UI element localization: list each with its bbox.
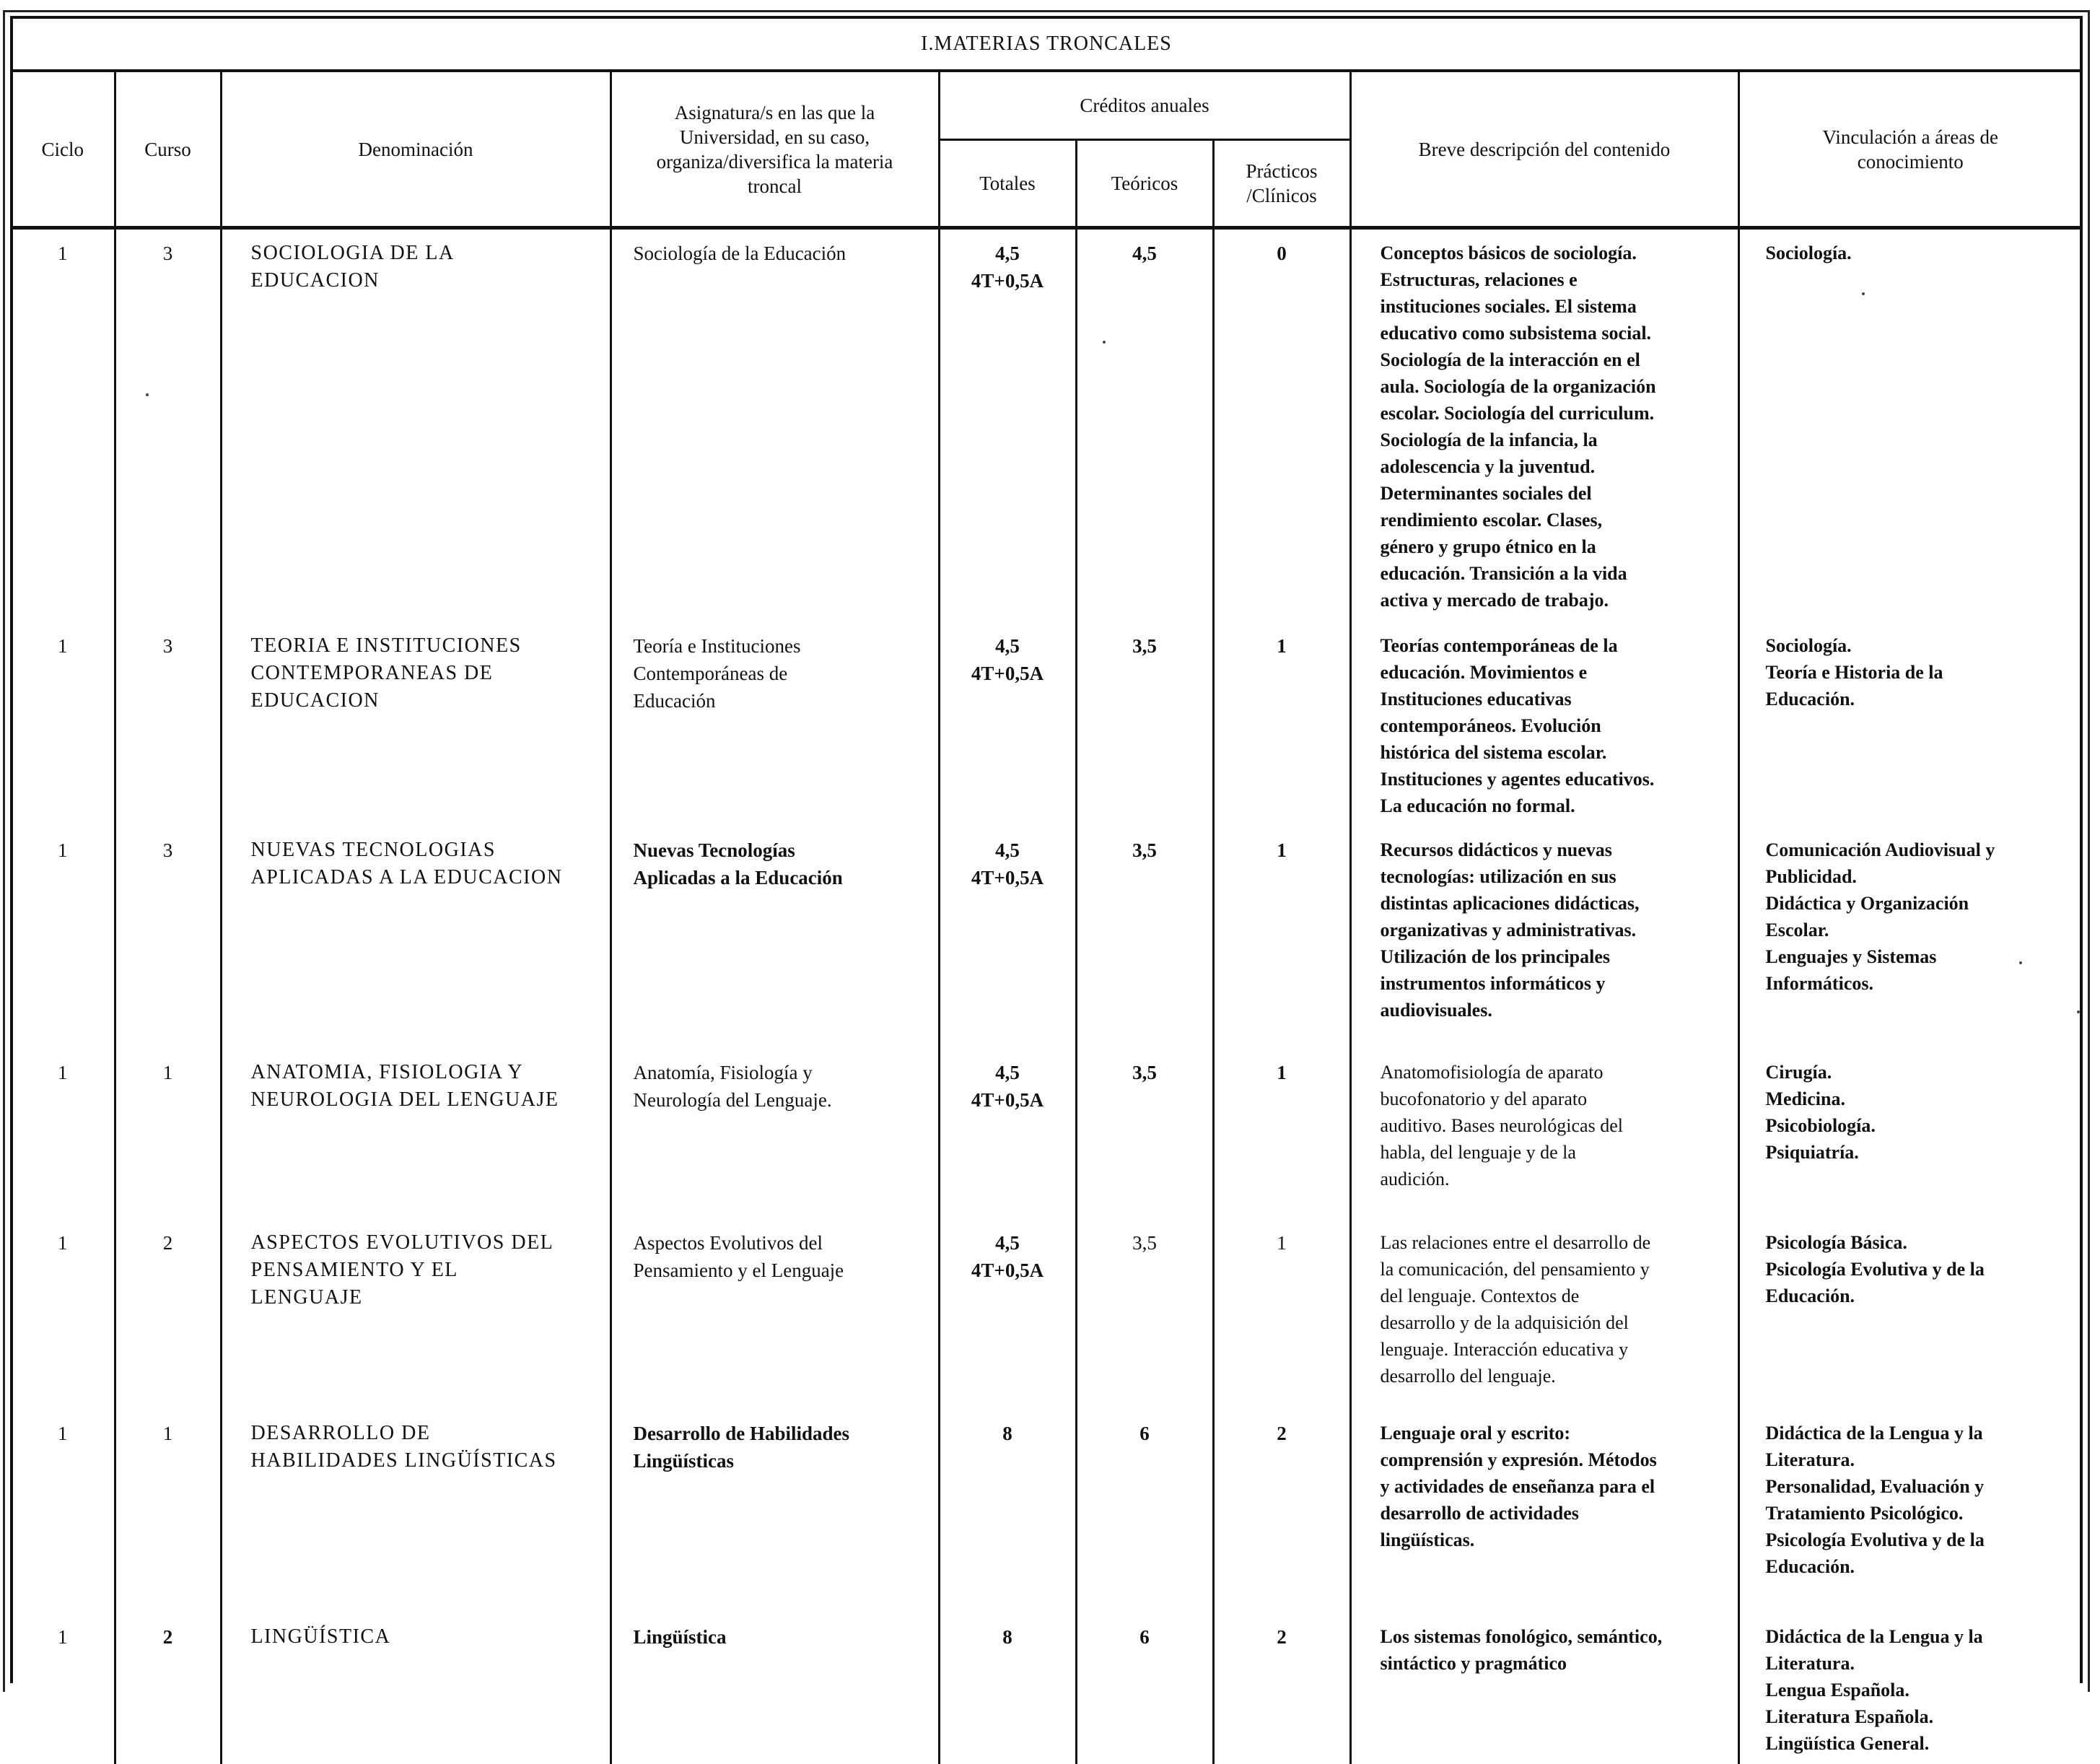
header-ciclo: Ciclo xyxy=(12,71,115,228)
cell-totales: 4,5 4T+0,5A xyxy=(939,622,1076,826)
cell-ciclo: 1 xyxy=(58,1232,68,1254)
cell-vinculacion: Didáctica de la Lengua y la Literatura. Personalidad, Evaluación y Tratamiento Psicológico. Psicología Evolutiva y de la Educación. xyxy=(1738,1410,2081,1613)
scan-speck xyxy=(2019,961,2022,964)
cell-teoricos: 3,5 xyxy=(1076,1049,1213,1219)
header-denominacion: Denominación xyxy=(221,71,611,228)
header-totales: Totales xyxy=(939,140,1076,228)
cell-ciclo: 1 xyxy=(58,839,68,861)
cell-practicos: 2 xyxy=(1213,1410,1350,1613)
table-row xyxy=(12,1049,2081,1219)
cell-asignatura: Sociología de la Educación xyxy=(611,228,939,623)
cell-descripcion: Teorías contemporáneas de la educación. Movimientos e Instituciones educativas contemporáneos. Evolución histórica del sistema escolar. Instituciones y agentes educativos. La educación no formal. xyxy=(1350,622,1738,826)
cell-practicos: 1 xyxy=(1213,1049,1350,1219)
cell-denominacion: NUEVAS TECNOLOGIAS APLICADAS A LA EDUCACION xyxy=(221,826,611,1049)
materias-table xyxy=(12,19,2081,1764)
header-asignatura: Asignatura/s en las que la Universidad, en su caso, organiza/diversifica la materia troncal xyxy=(611,71,939,228)
cell-ciclo: 1 xyxy=(58,1062,68,1083)
cell-asignatura: Aspectos Evolutivos del Pensamiento y el Lenguaje xyxy=(611,1219,939,1410)
table-row xyxy=(12,1410,2081,1613)
cell-curso: 3 xyxy=(115,826,221,1049)
cell-teoricos: 6 xyxy=(1076,1613,1213,1764)
cell-descripcion: Los sistemas fonológico, semántico, sintáctico y pragmático xyxy=(1350,1613,1738,1764)
cell-teoricos: 3,5 xyxy=(1076,1219,1213,1410)
table-row xyxy=(12,826,2081,1049)
cell-teoricos: 6 xyxy=(1076,1410,1213,1613)
header-descripcion: Breve descripción del contenido xyxy=(1350,71,1738,228)
cell-totales: 4,5 4T+0,5A xyxy=(939,1219,1076,1410)
cell-practicos: 1 xyxy=(1213,622,1350,826)
cell-ciclo: 1 xyxy=(58,1423,68,1444)
table-row xyxy=(12,1219,2081,1410)
cell-curso: 2 xyxy=(115,1219,221,1410)
cell-totales: 4,5 4T+0,5A xyxy=(939,228,1076,623)
cell-practicos: 1 xyxy=(1213,1219,1350,1410)
table-row xyxy=(12,228,2081,623)
header-teoricos: Teóricos xyxy=(1076,140,1213,228)
cell-denominacion: TEORIA E INSTITUCIONES CONTEMPORANEAS DE EDUCACION xyxy=(221,622,611,826)
cell-asignatura: Nuevas Tecnologías Aplicadas a la Educación xyxy=(611,826,939,1049)
cell-curso: 1 xyxy=(115,1410,221,1613)
header-curso: Curso xyxy=(115,71,221,228)
cell-practicos: 0 xyxy=(1213,228,1350,623)
cell-practicos: 2 xyxy=(1213,1613,1350,1764)
cell-asignatura: Desarrollo de Habilidades Lingüísticas xyxy=(611,1410,939,1613)
cell-descripcion: Lenguaje oral y escrito: comprensión y expresión. Métodos y actividades de enseñanza para el desarrollo de actividades lingüísticas. xyxy=(1350,1410,1738,1613)
cell-asignatura: Teoría e Instituciones Contemporáneas de Educación xyxy=(611,622,939,826)
cell-teoricos: 3,5 xyxy=(1076,826,1213,1049)
cell-descripcion: Anatomofisiología de aparato bucofonatorio y del aparato auditivo. Bases neurológicas del habla, del lenguaje y de la audición. xyxy=(1350,1049,1738,1219)
cell-curso: 3 xyxy=(115,228,221,623)
cell-ciclo: 1 xyxy=(58,635,68,657)
header-practicos: Prácticos /Clínicos xyxy=(1213,140,1350,228)
cell-denominacion: ANATOMIA, FISIOLOGIA Y NEUROLOGIA DEL LENGUAJE xyxy=(221,1049,611,1219)
cell-curso: 3 xyxy=(115,622,221,826)
cell-totales: 4,5 4T+0,5A xyxy=(939,1049,1076,1219)
cell-vinculacion: Didáctica de la Lengua y la Literatura. Lengua Española. Literatura Española. Lingüística General. xyxy=(1738,1613,2081,1764)
cell-descripcion: Recursos didácticos y nuevas tecnologías: utilización en sus distintas aplicaciones didácticas, organizativas y administrativas. Utilización de los principales instrumentos informáticos y audiovisuales. xyxy=(1350,826,1738,1049)
cell-asignatura: Lingüística xyxy=(611,1613,939,1764)
cell-practicos: 1 xyxy=(1213,826,1350,1049)
cell-totales: 8 xyxy=(939,1410,1076,1613)
cell-vinculacion: Sociología. xyxy=(1738,228,2081,623)
table-row xyxy=(12,1613,2081,1764)
scan-speck xyxy=(146,393,149,396)
cell-teoricos: 3,5 xyxy=(1076,622,1213,826)
table-title: I.MATERIAS TRONCALES xyxy=(12,19,2081,71)
table-row xyxy=(12,622,2081,826)
cell-vinculacion: Sociología. Teoría e Historia de la Educación. xyxy=(1738,622,2081,826)
cell-denominacion: SOCIOLOGIA DE LA EDUCACION xyxy=(221,228,611,623)
cell-ciclo: 1 xyxy=(58,243,68,264)
cell-curso: 2 xyxy=(115,1613,221,1764)
cell-descripcion: Las relaciones entre el desarrollo de la comunicación, del pensamiento y del lenguaje. Contextos de desarrollo y de la adquisición del lenguaje. Interacción educativa y desarrollo del lenguaje. xyxy=(1350,1219,1738,1410)
cell-totales: 8 xyxy=(939,1613,1076,1764)
cell-denominacion: ASPECTOS EVOLUTIVOS DEL PENSAMIENTO Y EL LENGUAJE xyxy=(221,1219,611,1410)
cell-denominacion: DESARROLLO DE HABILIDADES LINGÜÍSTICAS xyxy=(221,1410,611,1613)
cell-totales: 4,5 4T+0,5A xyxy=(939,826,1076,1049)
header-creditos: Créditos anuales xyxy=(939,71,1350,140)
cell-vinculacion: Comunicación Audiovisual y Publicidad. Didáctica y Organización Escolar. Lenguajes y Sistemas Informáticos. xyxy=(1738,826,2081,1049)
cell-denominacion: LINGÜÍSTICA xyxy=(221,1613,611,1764)
scan-speck xyxy=(2077,1010,2080,1013)
header-vinculacion: Vinculación a áreas de conocimiento xyxy=(1738,71,2081,228)
cell-curso: 1 xyxy=(115,1049,221,1219)
cell-asignatura: Anatomía, Fisiología y Neurología del Lenguaje. xyxy=(611,1049,939,1219)
cell-ciclo: 1 xyxy=(58,1626,68,1648)
cell-vinculacion: Cirugía. Medicina. Psicobiología. Psiquiatría. xyxy=(1738,1049,2081,1219)
cell-teoricos: 4,5 xyxy=(1076,228,1213,623)
cell-vinculacion: Psicología Básica. Psicología Evolutiva y de la Educación. xyxy=(1738,1219,2081,1410)
scan-speck xyxy=(1862,292,1865,295)
cell-descripcion: Conceptos básicos de sociología. Estructuras, relaciones e instituciones sociales. El sistema educativo como subsistema social. Sociología de la interacción en el aula. Sociología de la organización escolar. Sociología del curriculum. Sociología de la infancia, la adolescencia y la juventud. Determinantes sociales del rendimiento escolar. Clases, género y grupo étnico en la educación. Transición a la vida activa y mercado de trabajo. xyxy=(1350,228,1738,623)
scan-speck xyxy=(1103,341,1106,344)
